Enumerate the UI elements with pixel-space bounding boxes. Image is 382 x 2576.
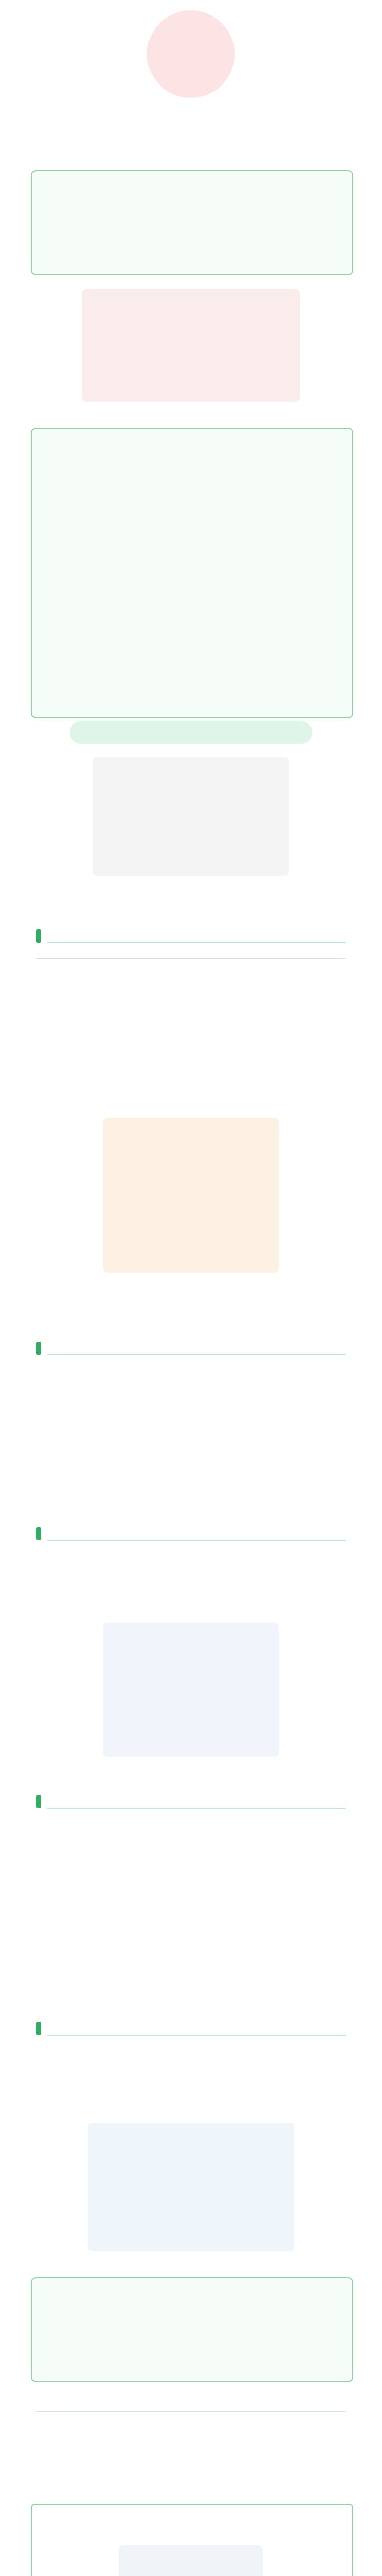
intro-panel bbox=[31, 170, 353, 275]
section-1 bbox=[36, 927, 346, 945]
section-title bbox=[47, 1794, 346, 1809]
section-5 bbox=[36, 2020, 346, 2037]
text-block bbox=[36, 958, 346, 959]
section-title bbox=[47, 1527, 346, 1541]
section-4 bbox=[36, 1793, 346, 1810]
divider bbox=[36, 2411, 346, 2412]
section-title bbox=[47, 929, 346, 943]
section-marker bbox=[36, 1795, 41, 1808]
explanation-panel bbox=[31, 428, 353, 718]
section-marker bbox=[36, 2022, 41, 2035]
woman-speaking-illustration bbox=[103, 1623, 279, 1757]
section-2 bbox=[36, 1340, 346, 1357]
vocal-cords-diagram bbox=[82, 289, 300, 402]
header-illustration bbox=[147, 10, 235, 98]
section-marker bbox=[36, 1342, 41, 1355]
doctor-exam-illustration bbox=[88, 2123, 294, 2251]
section-title bbox=[47, 2021, 346, 2036]
section-marker bbox=[36, 929, 41, 943]
sore-throat-illustration bbox=[93, 757, 289, 876]
question-subheading bbox=[70, 721, 312, 744]
section-title bbox=[47, 1341, 346, 1355]
summary-panel bbox=[31, 2277, 353, 2382]
section-marker bbox=[36, 1527, 41, 1540]
boy-illustration bbox=[103, 1118, 279, 1273]
expert-photo bbox=[119, 2545, 263, 2576]
section-3 bbox=[36, 1525, 346, 1543]
